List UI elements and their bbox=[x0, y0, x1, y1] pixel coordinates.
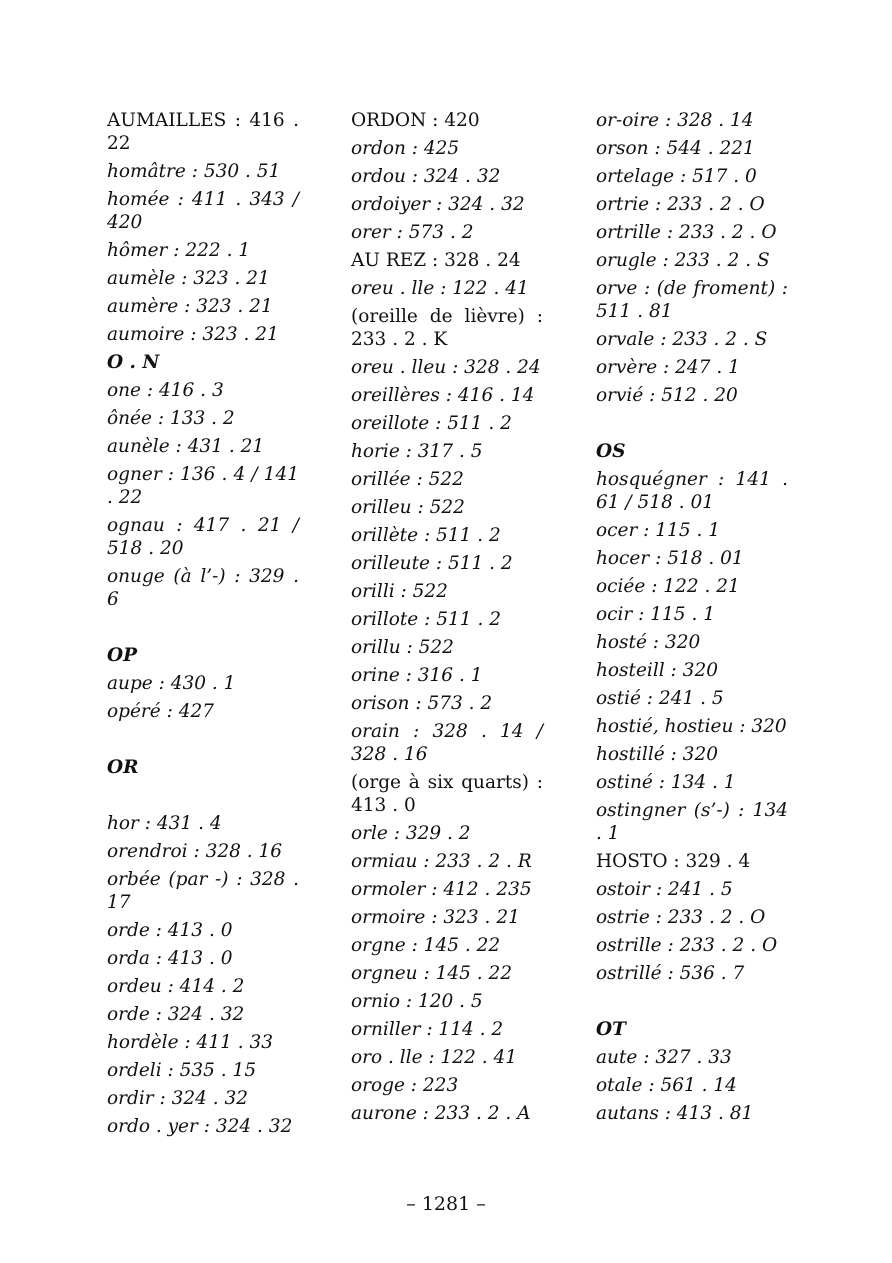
index-entry: orillète : 511 . 2 bbox=[351, 525, 501, 546]
index-entry: aumèle : 323 . 21 bbox=[107, 268, 270, 289]
index-entry: or-oire : 328 . 14 bbox=[596, 110, 754, 131]
index-entry: oreillote : 511 . 2 bbox=[351, 413, 512, 434]
index-entry: orugle : 233 . 2 . S bbox=[596, 250, 770, 271]
index-entry: ostrillé : 536 . 7 bbox=[596, 963, 745, 984]
index-entry: ônée : 133 . 2 bbox=[107, 408, 235, 429]
index-entry: AUMAILLES : 416 . 22 bbox=[107, 110, 299, 154]
index-entry: ordeli : 535 . 15 bbox=[107, 1060, 257, 1081]
index-entry: homâtre : 530 . 51 bbox=[107, 161, 281, 182]
section-heading: O . N bbox=[107, 352, 160, 373]
index-entry: ornio : 120 . 5 bbox=[351, 991, 483, 1012]
index-entry: ortrille : 233 . 2 . O bbox=[596, 222, 777, 243]
index-entry: hostillé : 320 bbox=[596, 744, 718, 765]
index-entry: oroge : 223 bbox=[351, 1075, 459, 1096]
index-entry: ordoiyer : 324 . 32 bbox=[351, 194, 525, 215]
index-entry: orde : 324 . 32 bbox=[107, 1004, 245, 1025]
index-entry: one : 416 . 3 bbox=[107, 380, 224, 401]
index-entry: aumoire : 323 . 21 bbox=[107, 324, 279, 345]
index-entry: HOSTO : 329 . 4 bbox=[596, 851, 751, 872]
index-entry: ostié : 241 . 5 bbox=[596, 688, 724, 709]
index-entry: ordou : 324 . 32 bbox=[351, 166, 501, 187]
index-entry: autans : 413 . 81 bbox=[596, 1103, 754, 1124]
index-entry: (orge à six quarts) : 413 . 0 bbox=[351, 772, 543, 816]
index-entry: hor : 431 . 4 bbox=[107, 813, 222, 834]
index-entry: aute : 327 . 33 bbox=[596, 1047, 732, 1068]
section-gap bbox=[107, 726, 299, 754]
section-heading: OR bbox=[107, 757, 139, 778]
index-entry: ociée : 122 . 21 bbox=[596, 576, 740, 597]
index-entry: hômer : 222 . 1 bbox=[107, 240, 251, 261]
index-entry: ostiné : 134 . 1 bbox=[596, 772, 736, 793]
index-entry: ordon : 425 bbox=[351, 138, 460, 159]
index-entry: ormoler : 412 . 235 bbox=[351, 879, 532, 900]
index-entry: oreu . lleu : 328 . 24 bbox=[351, 357, 541, 378]
index-entry: aurone : 233 . 2 . A bbox=[351, 1103, 531, 1124]
index-entry: aumère : 323 . 21 bbox=[107, 296, 273, 317]
index-entry: ordeu : 414 . 2 bbox=[107, 976, 245, 997]
index-entry: orson : 544 . 221 bbox=[596, 138, 755, 159]
index-column-1 bbox=[107, 107, 299, 1141]
index-column-2 bbox=[351, 107, 543, 1128]
index-entry: ormiau : 233 . 2 . R bbox=[351, 851, 532, 872]
index-entry: orniller : 114 . 2 bbox=[351, 1019, 504, 1040]
index-entry: orle : 329 . 2 bbox=[351, 823, 471, 844]
index-entry: ORDON : 420 bbox=[351, 110, 480, 131]
index-entry: opéré : 427 bbox=[107, 701, 215, 722]
index-entry: orillu : 522 bbox=[351, 637, 454, 658]
index-entry: orve : (de froment) : 511 . 81 bbox=[596, 278, 788, 322]
index-entry: aunèle : 431 . 21 bbox=[107, 436, 265, 457]
index-entry: ordir : 324 . 32 bbox=[107, 1088, 249, 1109]
index-entry: ocer : 115 . 1 bbox=[596, 520, 721, 541]
section-heading: OP bbox=[107, 645, 138, 666]
index-entry: oreu . lle : 122 . 41 bbox=[351, 278, 529, 299]
index-entry: orain : 328 . 14 / 328 . 16 bbox=[351, 721, 543, 765]
index-entry: otale : 561 . 14 bbox=[596, 1075, 737, 1096]
index-entry: orgneu : 145 . 22 bbox=[351, 963, 513, 984]
index-entry: orilleu : 522 bbox=[351, 497, 465, 518]
index-entry: horie : 317 . 5 bbox=[351, 441, 483, 462]
index-entry: ostoir : 241 . 5 bbox=[596, 879, 733, 900]
section-gap bbox=[107, 782, 299, 810]
index-entry: hosteill : 320 bbox=[596, 660, 718, 681]
page-number: – 1281 – bbox=[406, 1193, 486, 1215]
section-heading: OS bbox=[596, 441, 626, 462]
index-entry: oreillères : 416 . 14 bbox=[351, 385, 535, 406]
section-gap bbox=[596, 410, 788, 438]
index-entry: hocer : 518 . 01 bbox=[596, 548, 744, 569]
index-entry: orilli : 522 bbox=[351, 581, 448, 602]
index-entry: ostrie : 233 . 2 . O bbox=[596, 907, 766, 928]
index-entry: ostrille : 233 . 2 . O bbox=[596, 935, 778, 956]
index-entry: orilleute : 511 . 2 bbox=[351, 553, 513, 574]
index-entry: ortelage : 517 . 0 bbox=[596, 166, 757, 187]
index-entry: orvale : 233 . 2 . S bbox=[596, 329, 768, 350]
index-entry: orillée : 522 bbox=[351, 469, 464, 490]
index-entry: orde : 413 . 0 bbox=[107, 920, 233, 941]
index-entry: (oreille de lièvre) : 233 . 2 . K bbox=[351, 306, 543, 350]
index-entry: ortrie : 233 . 2 . O bbox=[596, 194, 765, 215]
index-entry: orda : 413 . 0 bbox=[107, 948, 233, 969]
section-gap bbox=[596, 988, 788, 1016]
index-entry: orillote : 511 . 2 bbox=[351, 609, 501, 630]
index-entry: ormoire : 323 . 21 bbox=[351, 907, 520, 928]
index-entry: aupe : 430 . 1 bbox=[107, 673, 236, 694]
index-entry: orbée (par -) : 328 . 17 bbox=[107, 869, 299, 913]
index-entry: ocir : 115 . 1 bbox=[596, 604, 715, 625]
index-entry: AU REZ : 328 . 24 bbox=[351, 250, 521, 271]
index-entry: oro . lle : 122 . 41 bbox=[351, 1047, 518, 1068]
index-entry: hostié, hostieu : 320 bbox=[596, 716, 787, 737]
index-entry: hosquégner : 141 . 61 / 518 . 01 bbox=[596, 469, 788, 513]
index-entry: onuge (à l’-) : 329 . 6 bbox=[107, 566, 299, 610]
index-column-3 bbox=[596, 107, 788, 1128]
section-gap bbox=[107, 614, 299, 642]
index-entry: homée : 411 . 343 / 420 bbox=[107, 189, 299, 233]
index-entry: orison : 573 . 2 bbox=[351, 693, 493, 714]
index-entry: orer : 573 . 2 bbox=[351, 222, 474, 243]
index-entry: ordo . yer : 324 . 32 bbox=[107, 1116, 293, 1137]
index-entry: ognau : 417 . 21 / 518 . 20 bbox=[107, 515, 299, 559]
index-entry: orvié : 512 . 20 bbox=[596, 385, 738, 406]
section-heading: OT bbox=[596, 1019, 626, 1040]
index-entry: hordèle : 411 . 33 bbox=[107, 1032, 274, 1053]
index-entry: orine : 316 . 1 bbox=[351, 665, 483, 686]
index-entry: orendroi : 328 . 16 bbox=[107, 841, 283, 862]
index-entry: hosté : 320 bbox=[596, 632, 701, 653]
index-entry: orgne : 145 . 22 bbox=[351, 935, 501, 956]
index-entry: ogner : 136 . 4 / 141 . 22 bbox=[107, 464, 299, 508]
index-entry: orvère : 247 . 1 bbox=[596, 357, 740, 378]
index-entry: ostingner (s’-) : 134 . 1 bbox=[596, 800, 788, 844]
